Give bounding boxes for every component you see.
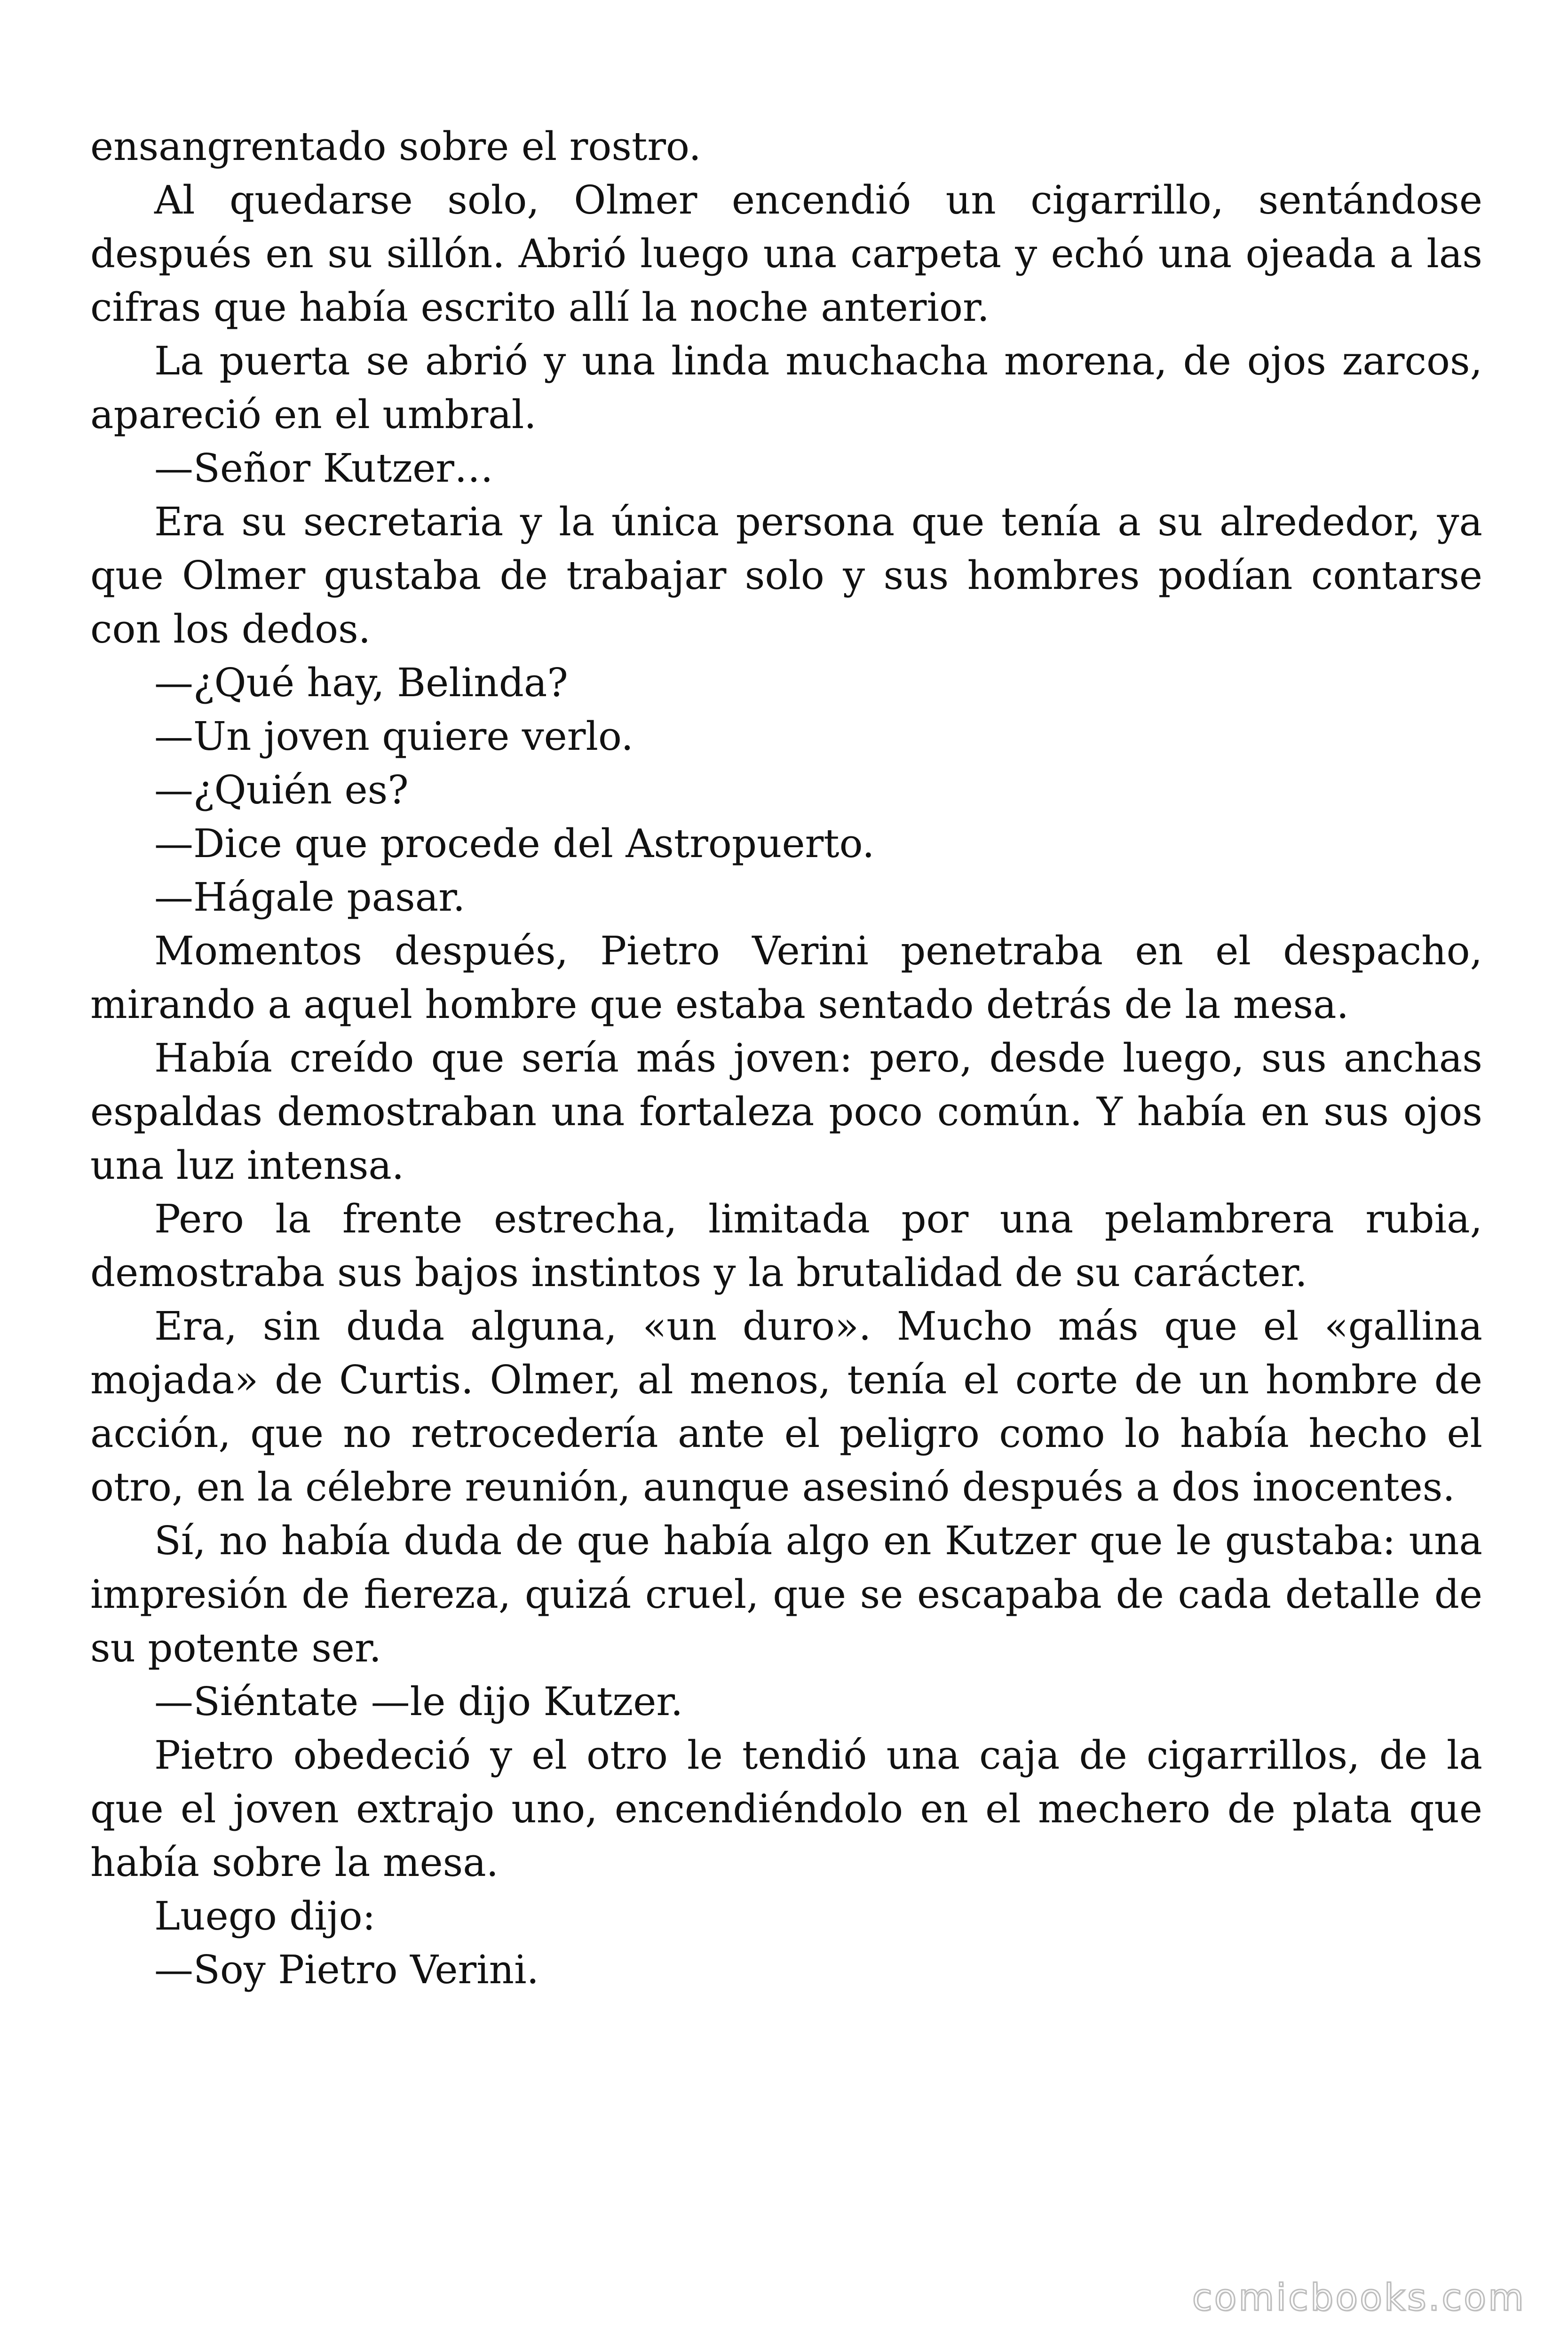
dialogue-line: —Soy Pietro Verini. bbox=[154, 1947, 539, 1993]
paragraph: ensangrentado sobre el rostro. bbox=[90, 124, 701, 169]
paragraph: Al quedarse solo, Olmer encendió un cigarrillo, sentándose después en su sillón. Abrió luego una carpeta y echó una ojeada a las cifras que había escrito allí la noche anterior. bbox=[90, 177, 1482, 330]
dialogue-line: —¿Qué hay, Belinda? bbox=[154, 660, 568, 706]
dialogue-line: —Señor Kutzer… bbox=[154, 445, 493, 491]
paragraph: La puerta se abrió y una linda muchacha morena, de ojos zarcos, apareció en el umbral. bbox=[90, 338, 1482, 437]
dialogue-line: —Un joven quiere verlo. bbox=[154, 714, 634, 759]
page-text bbox=[90, 120, 1482, 1997]
watermark: comicbooks.com bbox=[1192, 2277, 1526, 2319]
paragraph: Momentos después, Pietro Verini penetraba en el despacho, mirando a aquel hombre que estaba sentado detrás de la mesa. bbox=[90, 928, 1482, 1027]
paragraph: Pietro obedeció y el otro le tendió una caja de cigarrillos, de la que el joven extrajo uno, encendiéndolo en el mechero de plata que había sobre la mesa. bbox=[90, 1732, 1482, 1885]
dialogue-line: —Dice que procede del Astropuerto. bbox=[154, 821, 875, 866]
paragraph: Era, sin duda alguna, «un duro». Mucho más que el «gallina mojada» de Curtis. Olmer, al menos, tenía el corte de un hombre de acción, que no retrocedería ante el peligro como lo había hecho el otro, en la célebre reunión, aunque asesinó después a dos inocentes. bbox=[90, 1303, 1482, 1510]
dialogue-line: —¿Quién es? bbox=[154, 767, 409, 813]
paragraph: Sí, no había duda de que había algo en Kutzer que le gustaba: una impresión de fiereza, quizá cruel, que se escapaba de cada detalle de su potente ser. bbox=[90, 1518, 1482, 1671]
dialogue-line: —Siéntate —le dijo Kutzer. bbox=[154, 1679, 683, 1724]
paragraph: Había creído que sería más joven: pero, desde luego, sus anchas espaldas demostraban una fortaleza poco común. Y había en sus ojos una luz intensa. bbox=[90, 1035, 1482, 1188]
paragraph: Pero la frente estrecha, limitada por una pelambrera rubia, demostraba sus bajos instintos y la brutalidad de su carácter. bbox=[90, 1196, 1482, 1295]
paragraph: Luego dijo: bbox=[154, 1893, 376, 1939]
paragraph: Era su secretaria y la única persona que tenía a su alrededor, ya que Olmer gustaba de trabajar solo y sus hombres podían contarse con los dedos. bbox=[90, 499, 1482, 652]
dialogue-line: —Hágale pasar. bbox=[154, 874, 466, 920]
